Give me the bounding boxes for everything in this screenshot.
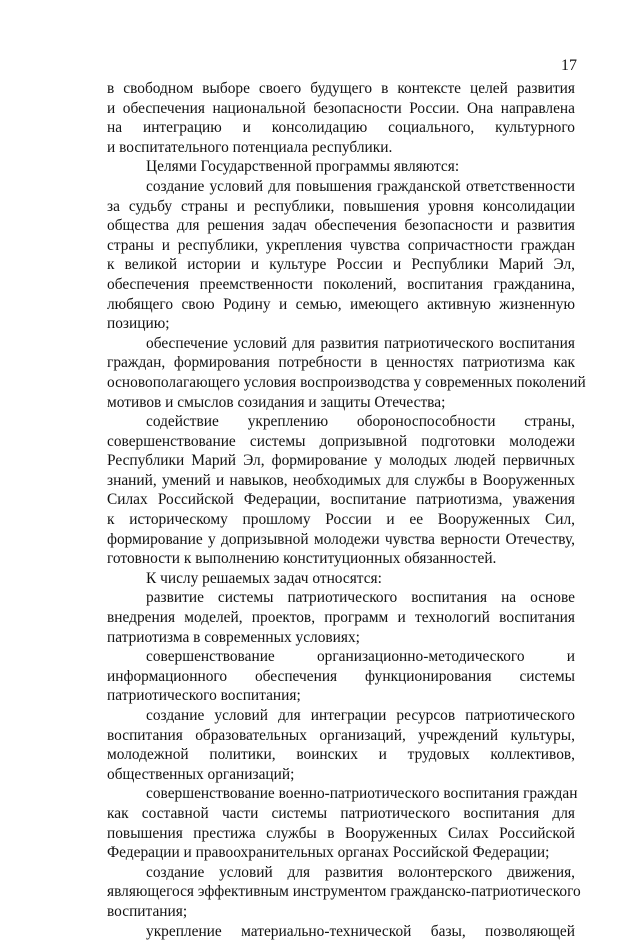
text-line: создание условий для развития волонтерского движения, bbox=[146, 863, 575, 881]
document-body bbox=[107, 79, 586, 941]
text-line: знаний, умений и навыков, необходимых для службы в Вооруженных bbox=[107, 471, 575, 489]
text-line: обеспечения преемственности поколений, воспитания гражданина, bbox=[107, 275, 575, 293]
text-line: любящего свою Родину и семью, имеющего активную жизненную bbox=[107, 295, 575, 313]
text-line: как составной части системы патриотического воспитания для bbox=[107, 804, 575, 822]
text-line: воспитания; bbox=[107, 902, 188, 920]
text-line: к историческому прошлому России и ее Вооруженных Сил, bbox=[107, 511, 575, 529]
text-line: обеспечение условий для развития патриотического воспитания bbox=[146, 334, 575, 352]
text-line: за судьбу страны и республики, повышения уровня консолидации bbox=[107, 197, 575, 215]
text-line: внедрения моделей, проектов, программ и технологий воспитания bbox=[107, 609, 575, 627]
text-line: повышения престижа службы в Вооруженных Силах Российской bbox=[107, 824, 575, 842]
text-line: формирование у допризывной молодежи чувства верности Отечеству, bbox=[107, 530, 575, 548]
text-line: общества для решения задач обеспечения безопасности и развития bbox=[107, 217, 575, 235]
text-line: в свободном выборе своего будущего в контексте целей развития bbox=[107, 80, 575, 97]
text-line: на интеграцию и консолидацию социального, культурного bbox=[107, 119, 575, 137]
text-line: основополагающего условия воспроизводства у современных поколений bbox=[107, 373, 586, 391]
text-line: общественных организаций; bbox=[107, 765, 295, 783]
text-line: патриотического воспитания; bbox=[107, 687, 301, 705]
text-line: являющегося эффективным инструментом гражданско-патриотического bbox=[107, 883, 581, 901]
text-line: Республики Марий Эл, формирование у молодых людей первичных bbox=[107, 452, 575, 470]
text-line: создание условий для повышения гражданской ответственности bbox=[146, 177, 575, 195]
text-line: молодежной политики, воинских и трудовых коллективов, bbox=[107, 746, 575, 764]
text-line: граждан, формирования потребности в ценностях патриотизма как bbox=[107, 354, 575, 372]
text-line: к великой истории и культуре России и Республики Марий Эл, bbox=[107, 256, 575, 274]
text-line: и обеспечения национальной безопасности России. Она направлена bbox=[107, 99, 575, 117]
text-line: совершенствование организационно-методического и bbox=[146, 648, 575, 666]
text-line: Федерации и правоохранительных органах Российской Федерации; bbox=[107, 844, 550, 862]
text-line: информационного обеспечения функционирования системы bbox=[107, 667, 575, 685]
text-line: патриотизма в современных условиях; bbox=[107, 628, 360, 646]
text-line: Целями Государственной программы являются: bbox=[146, 158, 460, 176]
text-line: совершенствование системы допризывной подготовки молодежи bbox=[107, 432, 575, 450]
text-line: совершенствование военно-патриотического воспитания граждан bbox=[146, 785, 578, 803]
text-line: создание условий для интеграции ресурсов патриотического bbox=[146, 707, 575, 724]
text-line: укрепление материально-технической базы, позволяющей bbox=[146, 922, 575, 940]
text-line: содействие укреплению обороноспособности страны, bbox=[146, 413, 575, 431]
text-line: позицию; bbox=[107, 315, 170, 333]
text-line: страны и республики, укрепления чувства сопричастности граждан bbox=[107, 236, 575, 254]
text-line: Силах Российской Федерации, воспитание патриотизма, уважения bbox=[107, 491, 575, 509]
text-line: и воспитательного потенциала республики. bbox=[107, 138, 393, 156]
text-line: мотивов и смыслов созидания и защиты Отечества; bbox=[107, 393, 446, 411]
text-line: К числу решаемых задач относятся: bbox=[146, 569, 382, 587]
text-line: готовности к выполнению конституционных обязанностей. bbox=[107, 550, 497, 568]
text-line: воспитания образовательных организаций, учреждений культуры, bbox=[107, 726, 575, 744]
page-number: 17 bbox=[561, 57, 577, 74]
text-line: развитие системы патриотического воспитания на основе bbox=[146, 589, 575, 607]
